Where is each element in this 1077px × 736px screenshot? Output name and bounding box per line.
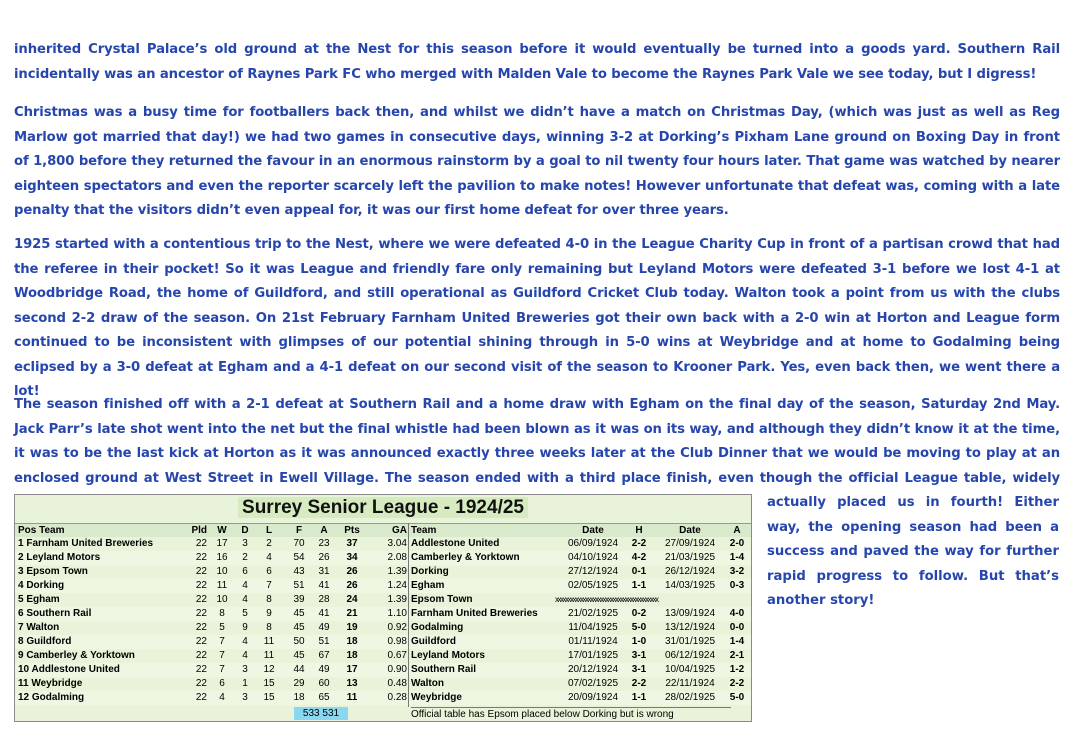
cell-f: 50 bbox=[293, 636, 305, 647]
cell-l: 15 bbox=[263, 692, 275, 703]
header-pts: Pts bbox=[344, 525, 360, 536]
cell-pos-team: 5 Egham bbox=[18, 594, 60, 605]
header-home: H bbox=[635, 525, 643, 536]
cell-date1: 02/05/1925 bbox=[567, 580, 619, 591]
cell-l: 7 bbox=[266, 580, 272, 591]
cell-date1: 21/02/1925 bbox=[567, 608, 619, 619]
table-row bbox=[15, 635, 751, 649]
cell-team: Farnham United Breweries bbox=[411, 608, 538, 619]
cell-team: Weybridge bbox=[411, 692, 462, 703]
cell-a: 31 bbox=[318, 566, 330, 577]
cell-ga: 2.08 bbox=[387, 552, 407, 563]
cell-team: Egham bbox=[411, 580, 445, 591]
cell-pld: 22 bbox=[195, 650, 207, 661]
cell-f: 54 bbox=[293, 552, 305, 563]
cell-pos-team: 10 Addlestone United bbox=[18, 664, 120, 675]
table-divider bbox=[408, 523, 409, 707]
table-row bbox=[15, 691, 751, 705]
cell-ga: 3.04 bbox=[387, 538, 407, 549]
cell-h: 1-1 bbox=[631, 692, 647, 703]
cell-w: 7 bbox=[219, 650, 225, 661]
table-row bbox=[15, 607, 751, 621]
cell-pos-team: 9 Camberley & Yorktown bbox=[18, 650, 135, 661]
cell-pld: 22 bbox=[195, 692, 207, 703]
cell-pts: 24 bbox=[346, 594, 358, 605]
cell-pts: 18 bbox=[346, 650, 358, 661]
cell-f: 39 bbox=[293, 594, 305, 605]
cell-ga: 1.24 bbox=[387, 580, 407, 591]
cell-pts: 19 bbox=[346, 622, 358, 633]
paragraph-season-end: The season finished off with a 2-1 defeat at Southern Rail and a home draw with Egham on the final day of the season, Saturday 2nd May. Jack Parr’s late shot went into the net but the final whistle had been blown as it was on its way, and although they didn’t know it at the time, it was to be the last kick at Horton as it was announced exactly three weeks later at the Club Dinner that we would be moving to play at an enclosed ground at West Street in Ewell Village. The season ended with a third place finish, even though the official League table, widely bbox=[14, 397, 1060, 486]
league-table-footer bbox=[15, 707, 751, 720]
cell-l: 8 bbox=[266, 594, 272, 605]
cell-d: 1 bbox=[242, 678, 248, 689]
cell-d: 4 bbox=[242, 580, 248, 591]
table-row bbox=[15, 677, 751, 691]
cell-w: 17 bbox=[216, 538, 228, 549]
cell-ga: 1.10 bbox=[387, 608, 407, 619]
cell-aw: 4-0 bbox=[729, 608, 745, 619]
cell-a: 49 bbox=[318, 664, 330, 675]
cell-pld: 22 bbox=[195, 636, 207, 647]
cell-a: 67 bbox=[318, 650, 330, 661]
cell-date1: 11/04/1925 bbox=[568, 622, 618, 633]
cell-d: 4 bbox=[242, 636, 248, 647]
cell-f: 45 bbox=[293, 608, 305, 619]
cell-date1: 04/10/1924 bbox=[567, 552, 619, 563]
cell-date1: 06/09/1924 bbox=[567, 538, 619, 549]
cell-w: 6 bbox=[219, 678, 225, 689]
cell-a: 65 bbox=[318, 692, 330, 703]
cell-pts: 34 bbox=[346, 552, 358, 563]
cell-team: Leyland Motors bbox=[411, 650, 485, 661]
table-row bbox=[15, 663, 751, 677]
cell-d: 9 bbox=[242, 622, 248, 633]
cell-l: 11 bbox=[263, 650, 275, 661]
cell-l: 4 bbox=[266, 552, 272, 563]
cell-pld: 22 bbox=[195, 594, 207, 605]
cell-ga: 1.39 bbox=[387, 566, 407, 577]
cell-l: 2 bbox=[266, 538, 272, 549]
cell-l: 9 bbox=[266, 608, 272, 619]
cell-pos-team: 6 Southern Rail bbox=[18, 608, 92, 619]
cell-w: 10 bbox=[216, 594, 228, 605]
cell-pts: 37 bbox=[346, 538, 358, 549]
cell-a: 60 bbox=[318, 678, 330, 689]
cell-f: 45 bbox=[293, 622, 305, 633]
cell-d: 4 bbox=[242, 594, 248, 605]
cell-w: 16 bbox=[216, 552, 228, 563]
cell-aw: 1-4 bbox=[729, 552, 745, 563]
cell-date2: 14/03/1925 bbox=[664, 580, 716, 591]
cell-w: 4 bbox=[219, 692, 225, 703]
cell-d: 3 bbox=[242, 664, 248, 675]
cell-l: 6 bbox=[266, 566, 272, 577]
cell-h: 4-2 bbox=[631, 552, 647, 563]
cell-f: 18 bbox=[293, 692, 305, 703]
cell-date2: 31/01/1925 bbox=[664, 636, 716, 647]
cell-l: 8 bbox=[266, 622, 272, 633]
cell-h: 3-1 bbox=[631, 664, 647, 675]
cell-a: 49 bbox=[318, 622, 330, 633]
header-date-away: Date bbox=[679, 525, 701, 536]
cell-pld: 22 bbox=[195, 622, 207, 633]
cell-date2: 27/09/1924 bbox=[664, 538, 716, 549]
cell-date1: 20/12/1924 bbox=[567, 664, 619, 675]
cell-aw: 5-0 bbox=[729, 692, 745, 703]
cell-pos-team: 1 Farnham United Breweries bbox=[18, 538, 154, 549]
table-row bbox=[15, 593, 751, 607]
cell-h: 2-2 bbox=[631, 538, 647, 549]
league-table-title: Surrey Senior League - 1924/25 bbox=[15, 497, 751, 519]
cell-team: Guildford bbox=[411, 636, 456, 647]
cell-pld: 22 bbox=[195, 580, 207, 591]
cell-date1: 20/09/1924 bbox=[567, 692, 619, 703]
table-row bbox=[15, 565, 751, 579]
cell-date1: 01/11/1924 bbox=[568, 636, 618, 647]
cell-ga: 1.39 bbox=[387, 594, 407, 605]
cell-ga: 0.90 bbox=[387, 664, 407, 675]
cell-team: Epsom Town bbox=[411, 594, 473, 605]
cell-date1: xxxxxxxxxxxxxxxxxxxxxxxxxxxxxxxxxxxxxxxxx bbox=[555, 595, 658, 604]
cell-w: 11 bbox=[216, 580, 228, 591]
cell-pld: 22 bbox=[195, 538, 207, 549]
cell-pos-team: 7 Walton bbox=[18, 622, 60, 633]
cell-w: 5 bbox=[219, 622, 225, 633]
cell-f: 45 bbox=[293, 650, 305, 661]
cell-d: 2 bbox=[242, 552, 248, 563]
cell-ga: 0.28 bbox=[387, 692, 407, 703]
cell-team: Addlestone United bbox=[411, 538, 500, 549]
header-team: Team bbox=[411, 525, 437, 536]
cell-pts: 21 bbox=[346, 608, 358, 619]
cell-pos-team: 4 Dorking bbox=[18, 580, 65, 591]
goal-totals: 533 531 bbox=[294, 707, 348, 720]
cell-h: 3-1 bbox=[631, 650, 647, 661]
cell-pld: 22 bbox=[195, 608, 207, 619]
header-d: D bbox=[241, 525, 249, 536]
cell-a: 41 bbox=[318, 608, 330, 619]
cell-date2: 26/12/1924 bbox=[664, 566, 716, 577]
cell-d: 5 bbox=[242, 608, 248, 619]
cell-aw: 2-0 bbox=[729, 538, 745, 549]
cell-pos-team: 11 Weybridge bbox=[18, 678, 83, 689]
cell-pos-team: 8 Guildford bbox=[18, 636, 72, 647]
cell-d: 6 bbox=[242, 566, 248, 577]
cell-date2: 21/03/1925 bbox=[664, 552, 716, 563]
cell-h: 2-2 bbox=[631, 678, 647, 689]
cell-pts: 26 bbox=[346, 566, 358, 577]
cell-h: 1-0 bbox=[631, 636, 647, 647]
cell-aw: 1-2 bbox=[729, 664, 745, 675]
cell-a: 51 bbox=[318, 636, 330, 647]
cell-date1: 07/02/1925 bbox=[567, 678, 619, 689]
cell-team: Godalming bbox=[411, 622, 464, 633]
cell-pld: 22 bbox=[195, 678, 207, 689]
header-ga: GA bbox=[392, 525, 407, 536]
cell-aw: 3-2 bbox=[729, 566, 745, 577]
cell-h: 5-0 bbox=[631, 622, 647, 633]
cell-a: 28 bbox=[318, 594, 330, 605]
cell-pld: 22 bbox=[195, 566, 207, 577]
cell-team: Southern Rail bbox=[411, 664, 477, 675]
cell-pos-team: 3 Epsom Town bbox=[18, 566, 88, 577]
header-pld: Pld bbox=[191, 525, 207, 536]
header-l: L bbox=[265, 525, 273, 536]
cell-date1: 27/12/1924 bbox=[567, 566, 619, 577]
cell-pts: 18 bbox=[346, 636, 358, 647]
cell-aw: 0-0 bbox=[729, 622, 745, 633]
cell-date2: 06/12/1924 bbox=[664, 650, 716, 661]
table-row bbox=[15, 537, 751, 551]
cell-ga: 0.92 bbox=[387, 622, 407, 633]
cell-team: Camberley & Yorktown bbox=[411, 552, 520, 563]
cell-pts: 11 bbox=[346, 692, 358, 703]
header-f: F bbox=[295, 525, 303, 536]
cell-aw: 2-1 bbox=[729, 650, 745, 661]
cell-ga: 0.67 bbox=[387, 650, 407, 661]
cell-date2: 10/04/1925 bbox=[664, 664, 716, 675]
table-row bbox=[15, 551, 751, 565]
cell-a: 26 bbox=[318, 552, 330, 563]
cell-f: 43 bbox=[293, 566, 305, 577]
cell-team: Walton bbox=[411, 678, 444, 689]
cell-date2: 22/11/1924 bbox=[665, 678, 715, 689]
cell-d: 3 bbox=[242, 538, 248, 549]
paragraph-christmas: Christmas was a busy time for footballers back then, and whilst we didn’t have a match on Christmas Day, (which was just as well as Reg Marlow got married that day!) we had two games in consecutive days, winning 3-2 at Dorking’s Pixham Lane ground on Boxing Day in front of 1,800 before they returned the favour in an enormous rainstorm by a goal to nil twenty four hours later. That game was watched by nearer eighteen spectators and even the reporter scarcely left the pavilion to make notes! However unfortunate that defeat was, coming with a late penalty that the visitors didn’t even appeal for, it was our first home defeat for over three years. bbox=[14, 105, 1060, 218]
cell-aw: 1-4 bbox=[729, 636, 745, 647]
cell-aw: 2-2 bbox=[729, 678, 745, 689]
cell-pld: 22 bbox=[195, 552, 207, 563]
header-a: A bbox=[320, 525, 328, 536]
cell-date2: 13/09/1924 bbox=[664, 608, 716, 619]
cell-pos-team: 2 Leyland Motors bbox=[18, 552, 101, 563]
cell-h: 0-1 bbox=[631, 566, 647, 577]
cell-ga: 0.98 bbox=[387, 636, 407, 647]
table-note: Official table has Epsom placed below Dorking but is wrong bbox=[411, 707, 731, 721]
cell-pts: 17 bbox=[346, 664, 358, 675]
cell-h: 0-2 bbox=[631, 608, 647, 619]
header-date-home: Date bbox=[582, 525, 604, 536]
cell-f: 44 bbox=[293, 664, 305, 675]
cell-pld: 22 bbox=[195, 664, 207, 675]
cell-d: 4 bbox=[242, 650, 248, 661]
cell-pts: 13 bbox=[346, 678, 358, 689]
header-away: A bbox=[733, 525, 741, 536]
cell-pos-team: 12 Godalming bbox=[18, 692, 85, 703]
cell-pts: 26 bbox=[346, 580, 358, 591]
cell-w: 7 bbox=[219, 636, 225, 647]
cell-a: 23 bbox=[318, 538, 330, 549]
cell-w: 10 bbox=[216, 566, 228, 577]
cell-aw: 0-3 bbox=[729, 580, 745, 591]
cell-l: 11 bbox=[263, 636, 275, 647]
league-table-image bbox=[14, 494, 752, 722]
paragraph-season-end-tail: actually placed us in fourth! Either way, the opening season had been a success and paved the way for further rapid progress to follow. But that’s another story! bbox=[767, 495, 1059, 608]
cell-w: 8 bbox=[219, 608, 225, 619]
cell-ga: 0.48 bbox=[387, 678, 407, 689]
paragraph-crystal-palace: inherited Crystal Palace’s old ground at the Nest for this season before it would eventually be turned into a goods yard. Southern Rail incidentally was an ancestor of Raynes Park FC who merged with Malden Vale to become the Raynes Park Vale we see today, but I digress! bbox=[14, 42, 1060, 82]
header-pos-team: Pos Team bbox=[18, 525, 65, 536]
table-row bbox=[15, 621, 751, 635]
cell-w: 7 bbox=[219, 664, 225, 675]
cell-l: 15 bbox=[263, 678, 275, 689]
cell-f: 29 bbox=[293, 678, 305, 689]
table-row bbox=[15, 579, 751, 593]
cell-l: 12 bbox=[263, 664, 275, 675]
cell-f: 70 bbox=[293, 538, 305, 549]
cell-date1: 17/01/1925 bbox=[567, 650, 619, 661]
cell-a: 41 bbox=[318, 580, 330, 591]
cell-date2: 13/12/1924 bbox=[664, 622, 716, 633]
cell-d: 3 bbox=[242, 692, 248, 703]
paragraph-1925: 1925 started with a contentious trip to the Nest, where we were defeated 4-0 in the League Charity Cup in front of a partisan crowd that had the referee in their pocket! So it was League and friendly fare only remaining but Leyland Motors were defeated 3-1 before we lost 4-1 at Woodbridge Road, the home of Guildford, and still operational as Guildford Cricket Club today. Walton took a point from us with the clubs second 2-2 draw of the season. On 21st February Farnham United Breweries got their own back with a 2-0 win at Horton and League form continued to be inconsistent with glimpses of our potential shining through in 5-0 wins at Weybridge and at home to Godalming being eclipsed by a 3-0 defeat at Egham and a 4-1 defeat on our second visit of the season to Krooner Park. Yes, even back then, we went there a lot! bbox=[14, 237, 1060, 399]
table-row bbox=[15, 649, 751, 663]
cell-f: 51 bbox=[293, 580, 305, 591]
header-w: W bbox=[217, 525, 227, 536]
cell-h: 1-1 bbox=[631, 580, 647, 591]
cell-date2: 28/02/1925 bbox=[664, 692, 716, 703]
cell-team: Dorking bbox=[411, 566, 449, 577]
